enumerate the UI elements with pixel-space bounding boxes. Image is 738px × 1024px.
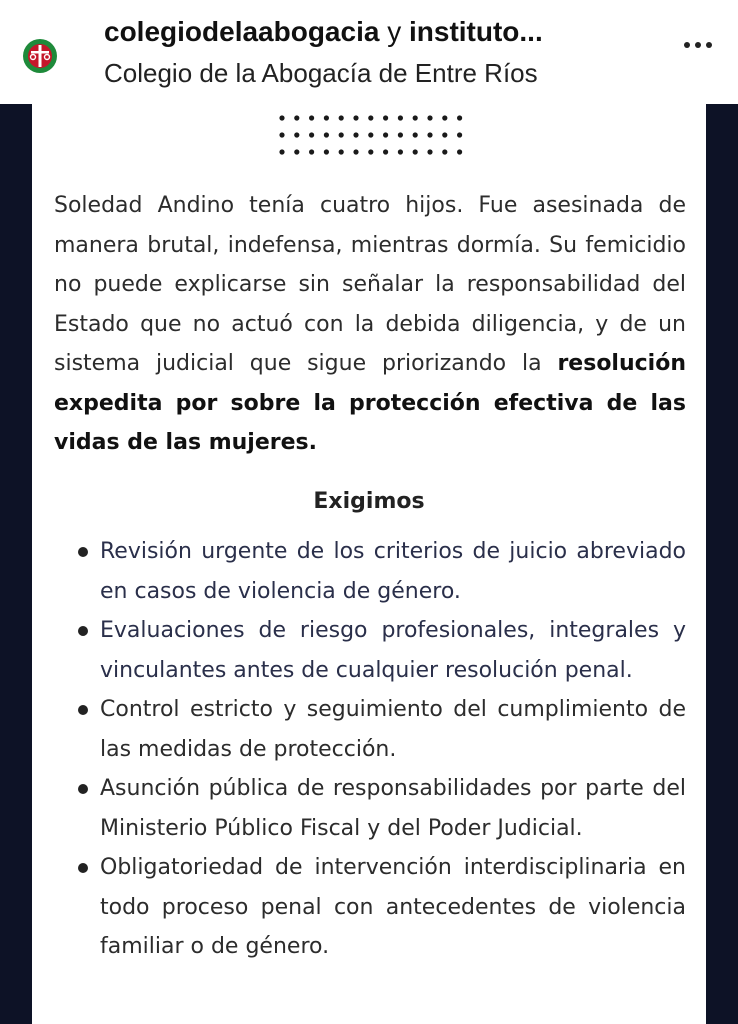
ornament-dot: [309, 115, 314, 120]
demands-heading: Exigimos: [313, 489, 425, 514]
post-card: [32, 104, 706, 1024]
ornament-dot: [398, 115, 403, 120]
demand-text: Obligatoriedad de intervención interdisciplinaria en todo proceso penal con antecedentes de violencia familiar o de género.: [100, 855, 686, 959]
paragraph-text: Soledad Andino tenía cuatro hijos. Fue asesinada de manera brutal, indefensa, mientras dormía. Su femicidio no puede explicarse sin señalar la responsabilidad del Estado que no actuó con la debida diligencia, y de un sistema judicial que sigue priorizando la: [54, 193, 686, 376]
ornament-dot: [294, 149, 299, 154]
ornament-dot: [324, 149, 329, 154]
ornament-dot: [279, 149, 284, 154]
demand-text: Asunción pública de responsabilidades por parte del Ministerio Público Fiscal y del Poder Judicial.: [100, 776, 686, 841]
ornament-dot: [309, 132, 314, 137]
ornament-dot: [442, 115, 447, 120]
ornament-dot: [324, 132, 329, 137]
ornament-dot: [413, 115, 418, 120]
collaborator-name[interactable]: instituto...: [408, 16, 543, 47]
ornament-dot: [383, 115, 388, 120]
ornament-dot: [442, 132, 447, 137]
dots-ornament-icon: [276, 112, 466, 158]
post-subtitle: Colegio de la Abogacía de Entre Ríos: [104, 58, 538, 88]
post-paragraph: [54, 186, 686, 463]
ornament-dot: [339, 115, 344, 120]
colegio-logo-icon: [20, 36, 60, 76]
bullet-icon: [78, 863, 88, 873]
ornament-dot: [339, 132, 344, 137]
demand-text: Revisión urgente de los criterios de juicio abreviado en casos de violencia de género.: [100, 539, 686, 604]
ornament-dot: [383, 149, 388, 154]
post-header: [0, 0, 738, 104]
more-options-button[interactable]: [676, 30, 720, 60]
ornament-dot: [353, 149, 358, 154]
ornament-dot: [427, 149, 432, 154]
ornament-dot: [353, 115, 358, 120]
paragraph-emphasis: resolución expedita por sobre la protección efectiva de las vidas de las mujeres.: [54, 351, 686, 455]
account-name[interactable]: colegiodelaabogacia: [104, 16, 380, 47]
demands-list: [78, 532, 686, 967]
account-connector: y: [379, 16, 409, 47]
ornament-dot: [457, 115, 462, 120]
list-item: [78, 532, 686, 611]
ornament-dot: [368, 132, 373, 137]
ornament-dot: [353, 132, 358, 137]
ornament-dot: [457, 149, 462, 154]
ornament-dot: [309, 149, 314, 154]
more-horizontal-icon: [683, 41, 713, 49]
ornament-dot: [279, 115, 284, 120]
ornament-dot: [339, 149, 344, 154]
bullet-icon: [78, 626, 88, 636]
ornament-dot: [427, 115, 432, 120]
list-item: [78, 611, 686, 690]
demand-text: Control estricto y seguimiento del cumplimiento de las medidas de protección.: [100, 697, 686, 762]
ornament-dot: [413, 149, 418, 154]
bullet-icon: [78, 547, 88, 557]
ornament-dot: [294, 132, 299, 137]
bullet-icon: [78, 784, 88, 794]
ornament-dot: [294, 115, 299, 120]
ornament-dot: [413, 132, 418, 137]
demand-text: Evaluaciones de riesgo profesionales, integrales y vinculantes antes de cualquier resolución penal.: [100, 618, 686, 683]
list-item: [78, 769, 686, 848]
post-image: [0, 104, 738, 1024]
ornament-dot: [398, 149, 403, 154]
avatar[interactable]: [20, 36, 60, 76]
ornament-dot: [427, 132, 432, 137]
list-item: [78, 690, 686, 769]
list-item: [78, 848, 686, 967]
ornament-dot: [442, 149, 447, 154]
ornament-dot: [398, 132, 403, 137]
ornament-dot: [457, 132, 462, 137]
ornament-dot: [324, 115, 329, 120]
account-line[interactable]: [104, 14, 664, 50]
ornament-dot: [279, 132, 284, 137]
ornament-dot: [368, 149, 373, 154]
ornament-dot: [368, 115, 373, 120]
bullet-icon: [78, 705, 88, 715]
ornament-dot: [383, 132, 388, 137]
